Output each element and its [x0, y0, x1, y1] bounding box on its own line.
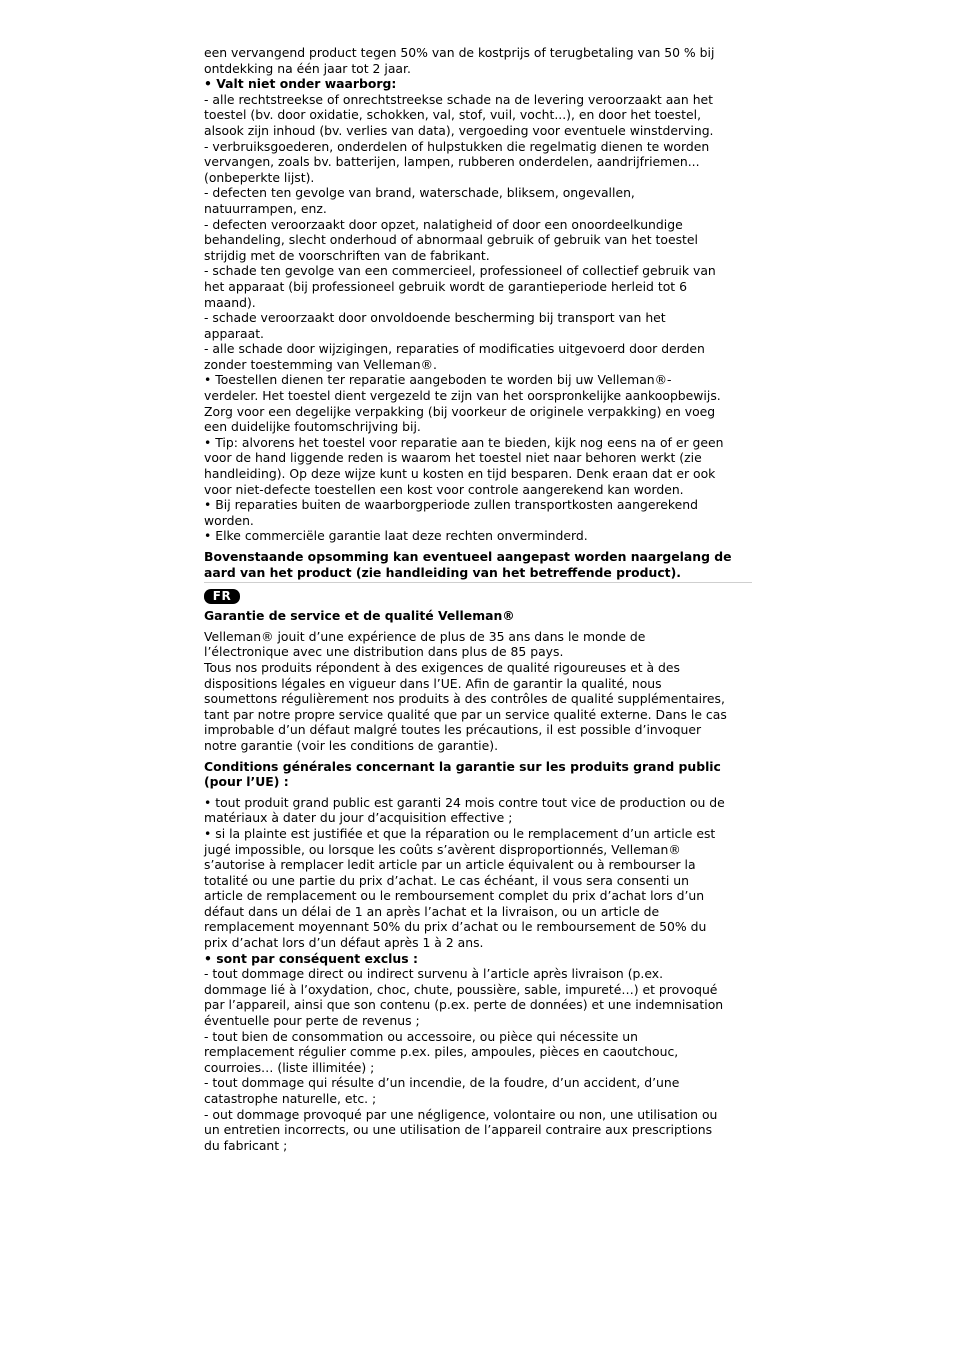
text-line: jugé impossible, ou lorsque les coûts s’avèrent disproportionnés, Velleman®: [204, 841, 681, 857]
text-line: - tout bien de consommation ou accessoire, ou pièce qui nécessite un: [204, 1028, 638, 1044]
text-line: l’électronique avec une distribution dans plus de 85 pays.: [204, 644, 564, 660]
text-line: handleiding). Op deze wijze kunt u kosten en tijd besparen. Denk eraan dat er ook: [204, 466, 716, 482]
text-line: vervangen, zoals bv. batterijen, lampen, rubberen onderdelen, aandrijfriemen...: [204, 154, 700, 170]
text-line: - tout dommage direct ou indirect survenu à l’article après livraison (p.ex.: [204, 966, 664, 982]
fr-conditions-heading: [204, 759, 752, 790]
text-line: • tout produit grand public est garanti 24 mois contre tout vice de production ou de: [204, 794, 725, 810]
text-line: du fabricant ;: [204, 1137, 288, 1153]
nl-note: [204, 549, 752, 580]
text-line: totalité ou une partie du prix d’achat. Le cas échéant, il vous sera consenti un: [204, 872, 689, 888]
text-line: strijdig met de voorschriften van de fabrikant.: [204, 247, 490, 263]
text-line: - defecten ten gevolge van brand, waterschade, bliksem, ongevallen,: [204, 185, 635, 201]
text-line: - tout dommage qui résulte d’un incendie, de la foudre, d’un accident, d’une: [204, 1075, 680, 1091]
text-line: (onbeperkte lijst).: [204, 169, 315, 185]
text-line: - out dommage provoqué par une négligence, volontaire ou non, une utilisation ou: [204, 1106, 718, 1122]
text-line: par l’appareil, ainsi que son contenu (p.ex. perte de données) et une indemnisation: [204, 997, 724, 1013]
text-line: • Tip: alvorens het toestel voor reparatie aan te bieden, kijk nog eens na of er geen: [204, 434, 724, 450]
text-line: - schade veroorzaakt door onvoldoende bescherming bij transport van het: [204, 310, 666, 326]
text-line: éventuelle pour perte de revenus ;: [204, 1013, 420, 1029]
text-line: Conditions générales concernant la garantie sur les produits grand public: [204, 758, 721, 774]
text-line: • Toestellen dienen ter reparatie aangeboden te worden bij uw Velleman®-: [204, 372, 672, 388]
text-line: tant par notre propre service qualité que par un service qualité externe. Dans le cas: [204, 706, 727, 722]
text-line: een vervangend product tegen 50% van de kostprijs of terugbetaling van 50 % bij: [204, 45, 715, 60]
text-line: courroies… (liste illimitée) ;: [204, 1059, 375, 1075]
text-line: - alle schade door wijzigingen, reparaties of modificaties uitgevoerd door derden: [204, 341, 705, 357]
text-line: défaut dans un délai de 1 an après l’achat et la livraison, ou un article de: [204, 903, 660, 919]
text-line: voor de hand liggende reden is waarom het toestel niet naar behoren werkt (zie: [204, 450, 702, 466]
text-line: dommage lié à l’oxydation, choc, chute, poussière, sable, impureté…) et provoqué: [204, 981, 718, 997]
text-line: behandeling, slecht onderhoud of abnormaal gebruik of gebruik van het toestel: [204, 232, 698, 248]
text-line: natuurrampen, enz.: [204, 200, 327, 216]
text-line: Tous nos produits répondent à des exigences de qualité rigoureuses et à des: [204, 659, 680, 675]
text-line: article de remplacement ou le remboursement complet du prix d’achat lors d’un: [204, 888, 705, 904]
text-line: apparaat.: [204, 325, 264, 341]
text-line: notre garantie (voir les conditions de garantie).: [204, 737, 499, 753]
text-line: • Elke commerciële garantie laat deze rechten onverminderd.: [204, 528, 588, 544]
text-line: catastrophe naturelle, etc. ;: [204, 1091, 377, 1106]
text-line: toestel (bv. door oxidatie, schokken, val, stof, vuil, vocht...), en door het toestel,: [204, 107, 702, 123]
section-divider: [204, 582, 752, 583]
fr-conditions-list: [204, 795, 752, 951]
text-line: Velleman® jouit d’une expérience de plus de 35 ans dans le monde de: [204, 628, 646, 644]
text-line: s’autorise à remplacer ledit article par un article équivalent ou à rembourser la: [204, 857, 696, 873]
text-line: - verbruiksgoederen, onderdelen of hulpstukken die regelmatig dienen te worden: [204, 138, 710, 154]
text-line: - alle rechtstreekse of onrechtstreekse schade na de levering veroorzaakt aan het: [204, 91, 714, 107]
text-line: het apparaat (bij professioneel gebruik wordt de garantieperiode herleid tot 6: [204, 278, 687, 294]
text-line: (pour l’UE) :: [204, 774, 289, 790]
text-line: • Bij reparaties buiten de waarborgperiode zullen transportkosten aangerekend: [204, 497, 698, 513]
text-line: matériaux à dater du jour d’acquisition effective ;: [204, 810, 513, 826]
text-line: • si la plainte est justifiée et que la réparation ou le remplacement d’un article est: [204, 825, 716, 841]
text-line: ontdekking na één jaar tot 2 jaar.: [204, 60, 411, 76]
text-line: Bovenstaande opsomming kan eventueel aangepast worden naargelang de: [204, 549, 732, 564]
text-line: dispositions légales en vigueur dans l’UE. Afin de garantir la qualité, nous: [204, 675, 662, 691]
fr-excluded-heading: • sont par conséquent exclus :: [204, 950, 418, 966]
fr-excluded-list: [204, 966, 752, 1153]
text-line: Zorg voor een degelijke verpakking (bij voorkeur de originele verpakking) en voeg: [204, 403, 716, 419]
text-line: voor niet-defecte toestellen een kost voor controle aangerekend kan worden.: [204, 481, 684, 497]
text-line: - defecten veroorzaakt door opzet, nalatigheid of door een onoordeelkundige: [204, 216, 683, 232]
text-line: aard van het product (zie handleiding van het betreffende product).: [204, 564, 681, 580]
text-line: verdeler. Het toestel dient vergezeld te zijn van het oorspronkelijke aankoopbewijs.: [204, 388, 721, 404]
document-page: [204, 45, 752, 1153]
text-line: een duidelijke foutomschrijving bij.: [204, 419, 421, 435]
fr-intro: [204, 629, 752, 754]
language-badge-fr: FR: [204, 589, 240, 604]
text-line: zonder toestemming van Velleman®.: [204, 356, 437, 372]
text-line: improbable d’un défaut malgré toutes les précautions, il est possible d’invoquer: [204, 722, 702, 738]
nl-excluded-heading: • Valt niet onder waarborg:: [204, 76, 397, 92]
text-line: - schade ten gevolge van een commercieel, professioneel of collectief gebruik van: [204, 263, 716, 279]
text-line: alsook zijn inhoud (bv. verlies van data), vergoeding voor eventuele winstderving.: [204, 122, 714, 138]
text-line: remplacement régulier comme p.ex. piles, ampoules, pièces en caoutchouc,: [204, 1044, 679, 1060]
fr-title: Garantie de service et de qualité Velleman®: [204, 608, 515, 624]
nl-excluded-list: [204, 92, 752, 544]
text-line: remplacement moyennant 50% du prix d’achat ou le remboursement de 50% du: [204, 919, 707, 935]
text-line: soumettons régulièrement nos produits à des contrôles de qualité supplémentaires,: [204, 691, 725, 707]
text-line: un entretien incorrects, ou une utilisation de l’appareil contraire aux prescriptions: [204, 1122, 713, 1138]
text-line: worden.: [204, 512, 254, 528]
text-line: maand).: [204, 294, 256, 310]
nl-continued-text: [204, 45, 752, 76]
text-line: prix d’achat lors d’un défaut après 1 à 2 ans.: [204, 935, 484, 951]
